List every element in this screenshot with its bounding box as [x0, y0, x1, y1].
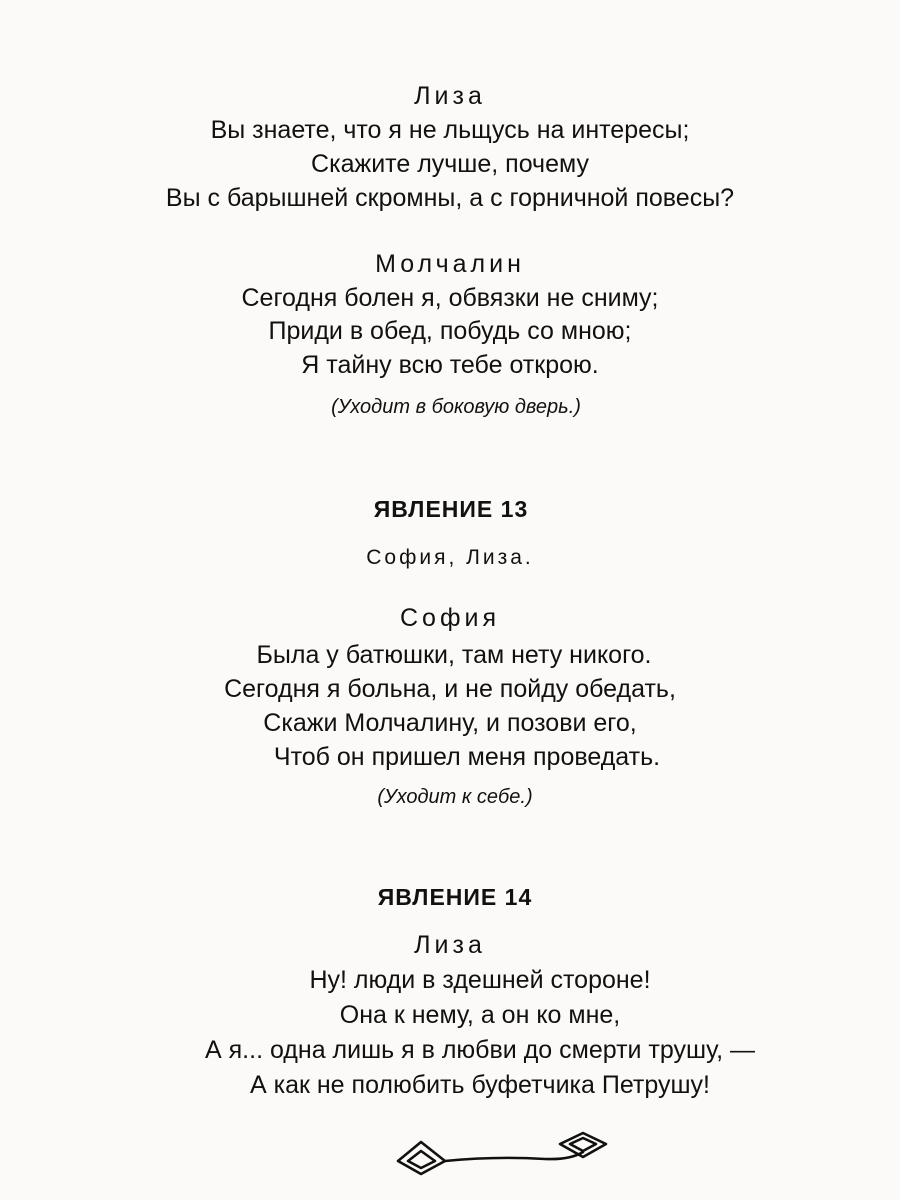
stage-direction: (Уходит к себе.) [377, 786, 533, 808]
scene-cast: София, Лиза. [366, 546, 534, 569]
speaker-sofia: София [399, 604, 501, 632]
verse-line: Вы знаете, что я не льщусь на интересы; [210, 116, 690, 144]
verse-line: Скажи Молчалину, и позови его, [263, 709, 637, 737]
ornament-divider-icon [395, 1130, 610, 1176]
verse-line: Я тайну всю тебе открою. [301, 351, 599, 379]
speaker-liza: Лиза [414, 82, 486, 110]
scene-heading: ЯВЛЕНИЕ 13 [373, 496, 529, 522]
verse-line: Вы с барышней скромны, а с горничной повесы? [165, 184, 735, 212]
verse-line: Она к нему, а он ко мне, [339, 1001, 621, 1029]
verse-line: Сегодня я больна, и не пойду обедать, [224, 675, 676, 703]
verse-line: Ну! люди в здешней стороне! [309, 966, 651, 994]
verse-line: Чтоб он пришел меня проведать. [273, 743, 661, 771]
speaker-liza: Лиза [414, 931, 486, 959]
verse-line: Приди в обед, побудь со мною; [268, 317, 632, 345]
verse-line: А я... одна лишь я в любви до смерти трушу, — [205, 1036, 755, 1064]
verse-line: Скажите лучше, почему [311, 150, 589, 178]
verse-line: А как не полюбить буфетчика Петрушу! [249, 1071, 710, 1099]
verse-line: Была у батюшки, там нету никого. [256, 641, 652, 669]
stage-direction: (Уходит в боковую дверь.) [331, 396, 581, 418]
scene-heading: ЯВЛЕНИЕ 14 [377, 884, 533, 910]
verse-line: Сегодня болен я, обвязки не сниму; [241, 284, 659, 312]
speaker-molchalin: Молчалин [375, 250, 525, 278]
